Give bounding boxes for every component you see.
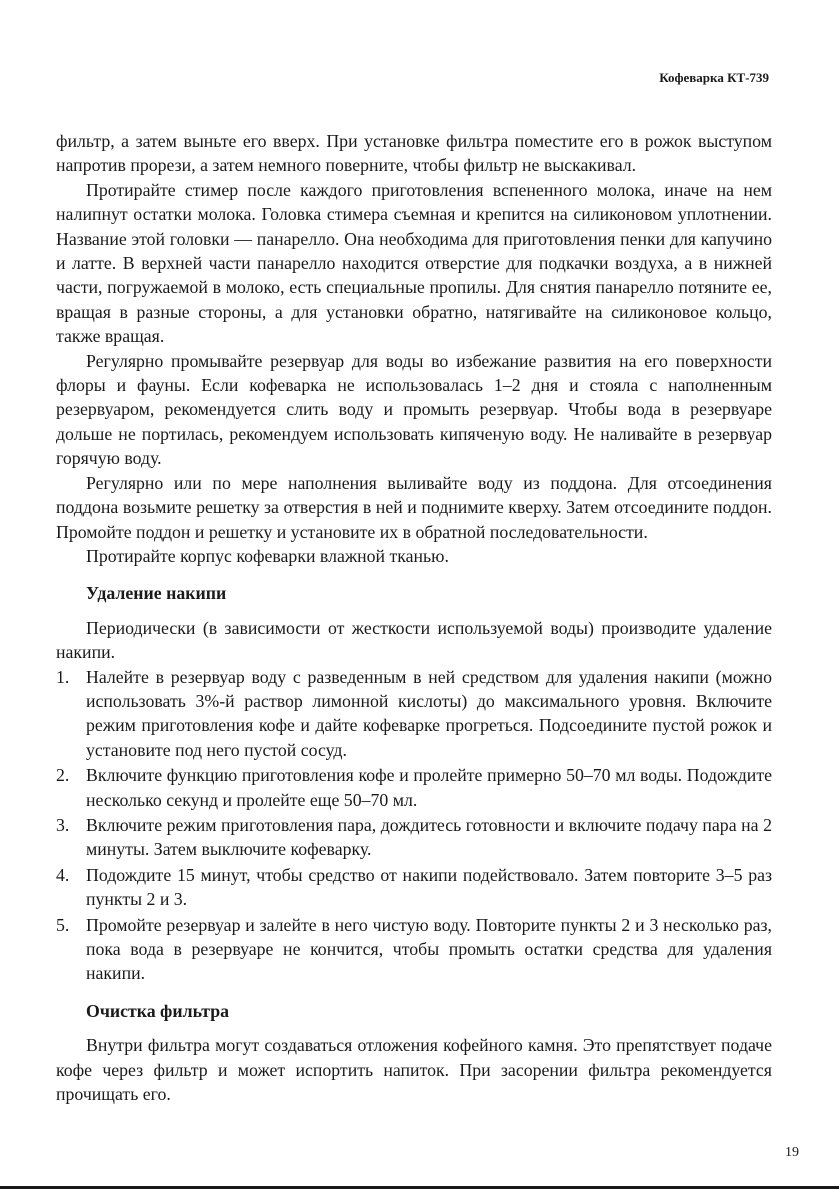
paragraph-descaling-intro: Периодически (в зависимости от жесткости используемой воды) производите удаление накипи. [56, 617, 772, 663]
step-text: Налейте в резервуар воду с разведенным в ней средством для удаления накипи (можно использовать 3%-й раствор лимонной кислоты) до максимального уровня. Включите режим приготовления кофе и дайте кофеварке прогреться. Подсоедините пустой рожок и установите под него пустой сосуд. [86, 666, 772, 760]
paragraph-steamer: Протирайте стимер после каждого приготовления вспененного молока, иначе на нем налипнут остатки молока. Головка стимера съемная и крепится на силиконовом уплотнении. Название этой головки — панарелло. Она необходима для приготовления пенки для капучино и латте. В верхней части панарелло находится отверстие для подкачки воздуха, а в нижней части, погружаемой в молоко, есть специальные пропилы. Для снятия панарелло потяните ее, вращая в разные стороны, а для установки обратно, натягивайте на силиконовое кольцо, также вращая. [56, 179, 772, 347]
descaling-steps [56, 665, 772, 986]
paragraph-drip-tray: Регулярно или по мере наполнения выливайте воду из поддона. Для отсоединения поддона возьмите решетку за отверстия в ней и поднимите кверху. Затем отсоедините поддон. Промойте поддон и решетку и установите их в обратной последовательности. [56, 472, 772, 542]
step-item [56, 665, 772, 763]
page-number: 19 [785, 1145, 799, 1160]
step-number: 1. [56, 666, 70, 687]
step-text: Включите функцию приготовления кофе и пролейте примерно 50–70 мл воды. Подождите несколько секунд и пролейте еще 50–70 мл. [86, 765, 772, 810]
step-item [56, 813, 772, 862]
step-text: Промойте резервуар и залейте в него чистую воду. Повторите пункты 2 и 3 несколько раз, пока вода в резервуаре не кончится, чтобы промыть остатки средства для удаления накипи. [86, 914, 772, 984]
heading-filter-cleaning: Очистка фильтра [86, 1000, 230, 1021]
step-number: 5. [56, 914, 70, 935]
step-item [56, 863, 772, 912]
step-number: 2. [56, 765, 70, 786]
running-header: Кофеварка КТ-739 [659, 70, 769, 85]
paragraph-filter-cleaning: Внутри фильтра могут создаваться отложения кофейного камня. Это препятствует подаче кофе через фильтр и может испортить напиток. При засорении фильтра рекомендуется прочищать его. [56, 1035, 772, 1105]
step-item [56, 913, 772, 986]
step-text: Подождите 15 минут, чтобы средство от накипи подействовало. Затем повторите 3–5 раз пункты 2 и 3. [86, 864, 772, 910]
step-number: 3. [56, 814, 70, 835]
paragraph-body-wipe: Протирайте корпус кофеварки влажной тканью. [86, 545, 449, 566]
step-text: Включите режим приготовления пара, дождитесь готовности и включите подачу пара на 2 минуты. Затем выключите кофеварку. [86, 814, 772, 860]
step-number: 4. [56, 864, 70, 885]
paragraph-reservoir: Регулярно промывайте резервуар для воды во избежание развития на его поверхности флоры и фауны. Если кофеварка не использовалась 1–2 дня и стояла с наполненным резервуаром, рекомендуется слить воду и промыть резервуар. Чтобы вода в резервуаре дольше не портилась, рекомендуем использовать кипяченую воду. Не наливайте в резервуар горячую воду. [56, 350, 772, 469]
heading-descaling: Удаление накипи [86, 583, 227, 604]
paragraph-filter-removal: фильтр, а затем выньте его вверх. При установке фильтра поместите его в рожок выступом напротив прорези, а затем немного поверните, чтобы фильтр не выскакивал. [56, 131, 772, 176]
page-content [56, 129, 772, 1106]
step-item [56, 763, 772, 812]
